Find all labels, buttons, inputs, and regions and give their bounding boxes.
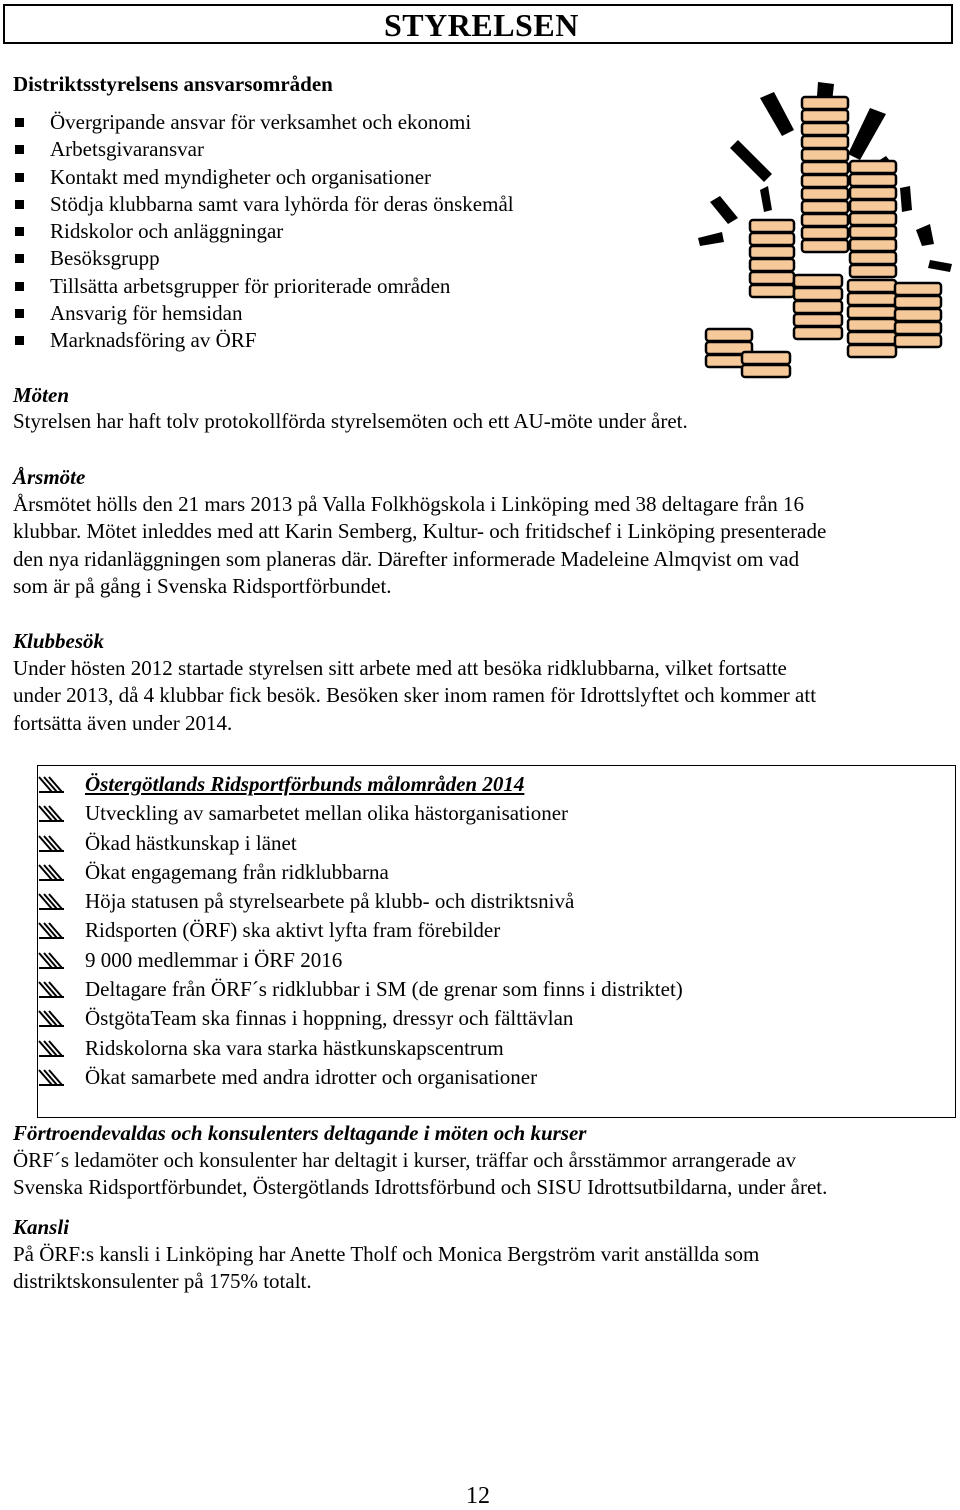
responsibilities-heading: Distriktsstyrelsens ansvarsområden — [13, 72, 333, 96]
hatched-arrow-bullet-icon — [37, 952, 65, 970]
coin-icon — [895, 283, 941, 295]
coin-icon — [802, 201, 848, 213]
coin-icon — [802, 162, 848, 174]
list-item: Ökat engagemang från ridklubbarna — [37, 858, 937, 887]
coin-icon — [848, 280, 896, 292]
coin-icon — [794, 327, 842, 339]
list-item: Ridsporten (ÖRF) ska aktivt lyfta fram förebilder — [37, 916, 937, 945]
square-bullet-icon — [15, 336, 24, 345]
coin-icon — [802, 123, 848, 135]
coin-icon — [850, 265, 896, 277]
coin-icon — [742, 352, 790, 364]
list-item: Kontakt med myndigheter och organisationer — [15, 164, 675, 191]
coin-icon — [750, 272, 794, 284]
list-item: Besöksgrupp — [15, 245, 675, 272]
club-visits-heading: Klubbesök — [13, 629, 105, 653]
coin-icon — [848, 319, 896, 331]
office-text: På ÖRF:s kansli i Linköping har Anette Tholf och Monica Bergström varit anställda som distriktskonsulenter på 175% totalt. — [13, 1242, 760, 1294]
coin-icon — [848, 345, 896, 357]
coin-icon — [802, 136, 848, 148]
coin-icon — [848, 332, 896, 344]
square-bullet-icon — [15, 254, 24, 263]
list-item: Ridskolorna ska vara starka hästkunskapscentrum — [37, 1034, 937, 1063]
coin-icon — [850, 187, 896, 199]
list-item: Tillsätta arbetsgrupper för prioriterade områden — [15, 273, 675, 300]
coin-icon — [802, 97, 848, 109]
coin-icon — [794, 275, 842, 287]
coin-icon — [850, 200, 896, 212]
list-item: Ökat samarbete med andra idrotter och organisationer — [37, 1063, 937, 1092]
coin-icon — [802, 227, 848, 239]
square-bullet-icon — [15, 309, 24, 318]
hatched-arrow-bullet-icon — [37, 835, 65, 853]
coin-icon — [850, 239, 896, 251]
coin-icon — [750, 220, 794, 232]
coin-icon — [850, 161, 896, 173]
meetings-heading: Möten — [13, 383, 70, 407]
responsibilities-list — [15, 109, 675, 355]
coin-icon — [895, 322, 941, 334]
list-item: Övergripande ansvar för verksamhet och ekonomi — [15, 109, 675, 136]
annual-meeting-heading: Årsmöte — [13, 465, 86, 489]
list-item: Deltagare från ÖRF´s ridklubbar i SM (de grenar som finns i distriktet) — [37, 975, 937, 1004]
square-bullet-icon — [15, 282, 24, 291]
list-item: Ansvarig för hemsidan — [15, 300, 675, 327]
page-number: 12 — [466, 1483, 490, 1509]
coin-icon — [850, 252, 896, 264]
coin-icon — [802, 188, 848, 200]
coin-icon — [794, 314, 842, 326]
list-item: Ridskolor och anläggningar — [15, 218, 675, 245]
coin-icon — [848, 293, 896, 305]
club-visits-text: Under hösten 2012 startade styrelsen sitt arbete med att besöka ridklubbarna, vilket fortsatte under 2013, då 4 klubbar fick besök. Besöken sker inom ramen för Idrottslyftet och kommer att fortsätta även under 2014. — [13, 656, 817, 735]
coin-icon — [895, 296, 941, 308]
coin-icon — [750, 259, 794, 271]
coin-icon — [706, 329, 752, 341]
coin-icon — [802, 175, 848, 187]
square-bullet-icon — [15, 173, 24, 182]
list-item: Stödja klubbarna samt vara lyhörda för deras önskemål — [15, 191, 675, 218]
annual-meeting-text: Årsmötet hölls den 21 mars 2013 på Valla Folkhögskola i Linköping med 38 deltagare från 16 klubbar. Mötet inleddes med att Karin Semberg, Kultur- och fritidschef i Linköping presenterade den nya ridanläggningen som planeras där. Därefter informerade Madeleine Almqvist om vad som är på gång i Svenska Ridsportförbundet. — [13, 492, 827, 598]
list-item: 9 000 medlemmar i ÖRF 2016 — [37, 946, 937, 975]
coin-icon — [802, 149, 848, 161]
square-bullet-icon — [15, 145, 24, 154]
hatched-arrow-bullet-icon — [37, 893, 65, 911]
coin-icon — [794, 288, 842, 300]
list-item: Utveckling av samarbetet mellan olika hästorganisationer — [37, 799, 937, 828]
hatched-arrow-bullet-icon — [37, 805, 65, 823]
coin-icon — [802, 214, 848, 226]
meetings-text: Styrelsen har haft tolv protokollförda styrelsemöten och ett AU-möte under året. — [13, 409, 688, 433]
office-heading: Kansli — [13, 1215, 70, 1239]
coin-icon — [802, 240, 848, 252]
coin-stacks-clipart — [690, 78, 952, 380]
list-item: Ökad hästkunskap i länet — [37, 829, 937, 858]
hatched-arrow-bullet-icon — [37, 922, 65, 940]
trustees-text: ÖRF´s ledamöter och konsulenter har deltagit i kurser, träffar och årsstämmor arrangerade av Svenska Ridsportförbundet, Östergötlands Idrottsförbund och SISU Idrottsutbildarna, under året. — [13, 1148, 828, 1200]
hatched-arrow-bullet-icon — [37, 1069, 65, 1087]
coin-icon — [895, 335, 941, 347]
square-bullet-icon — [15, 227, 24, 236]
square-bullet-icon — [15, 200, 24, 209]
hatched-arrow-bullet-icon — [37, 1040, 65, 1058]
goals-title: Östergötlands Ridsportförbunds målområden 2014 — [85, 772, 525, 796]
list-item: ÖstgötaTeam ska finnas i hoppning, dressyr och fälttävlan — [37, 1004, 937, 1033]
goals-list — [37, 770, 937, 1092]
coin-icon — [850, 226, 896, 238]
list-item: Arbetsgivaransvar — [15, 136, 675, 163]
coin-icon — [750, 246, 794, 258]
coin-icon — [794, 301, 842, 313]
coin-icon — [850, 174, 896, 186]
list-item: Höja statusen på styrelsearbete på klubb- och distriktsnivå — [37, 887, 937, 916]
coin-icon — [802, 110, 848, 122]
hatched-arrow-bullet-icon — [37, 864, 65, 882]
goals-title-row — [37, 770, 937, 799]
coin-icon — [750, 285, 794, 297]
coin-icon — [750, 233, 794, 245]
hatched-arrow-bullet-icon — [37, 1010, 65, 1028]
square-bullet-icon — [15, 118, 24, 127]
page-title: STYRELSEN — [384, 7, 579, 43]
coin-icon — [848, 306, 896, 318]
hatched-arrow-bullet-icon — [37, 776, 65, 794]
coin-stack-group — [706, 97, 941, 377]
list-item: Marknadsföring av ÖRF — [15, 327, 675, 354]
coin-icon — [742, 365, 790, 377]
coin-icon — [895, 309, 941, 321]
trustees-heading: Förtroendevaldas och konsulenters deltagande i möten och kurser — [13, 1121, 587, 1145]
hatched-arrow-bullet-icon — [37, 981, 65, 999]
coin-icon — [850, 213, 896, 225]
